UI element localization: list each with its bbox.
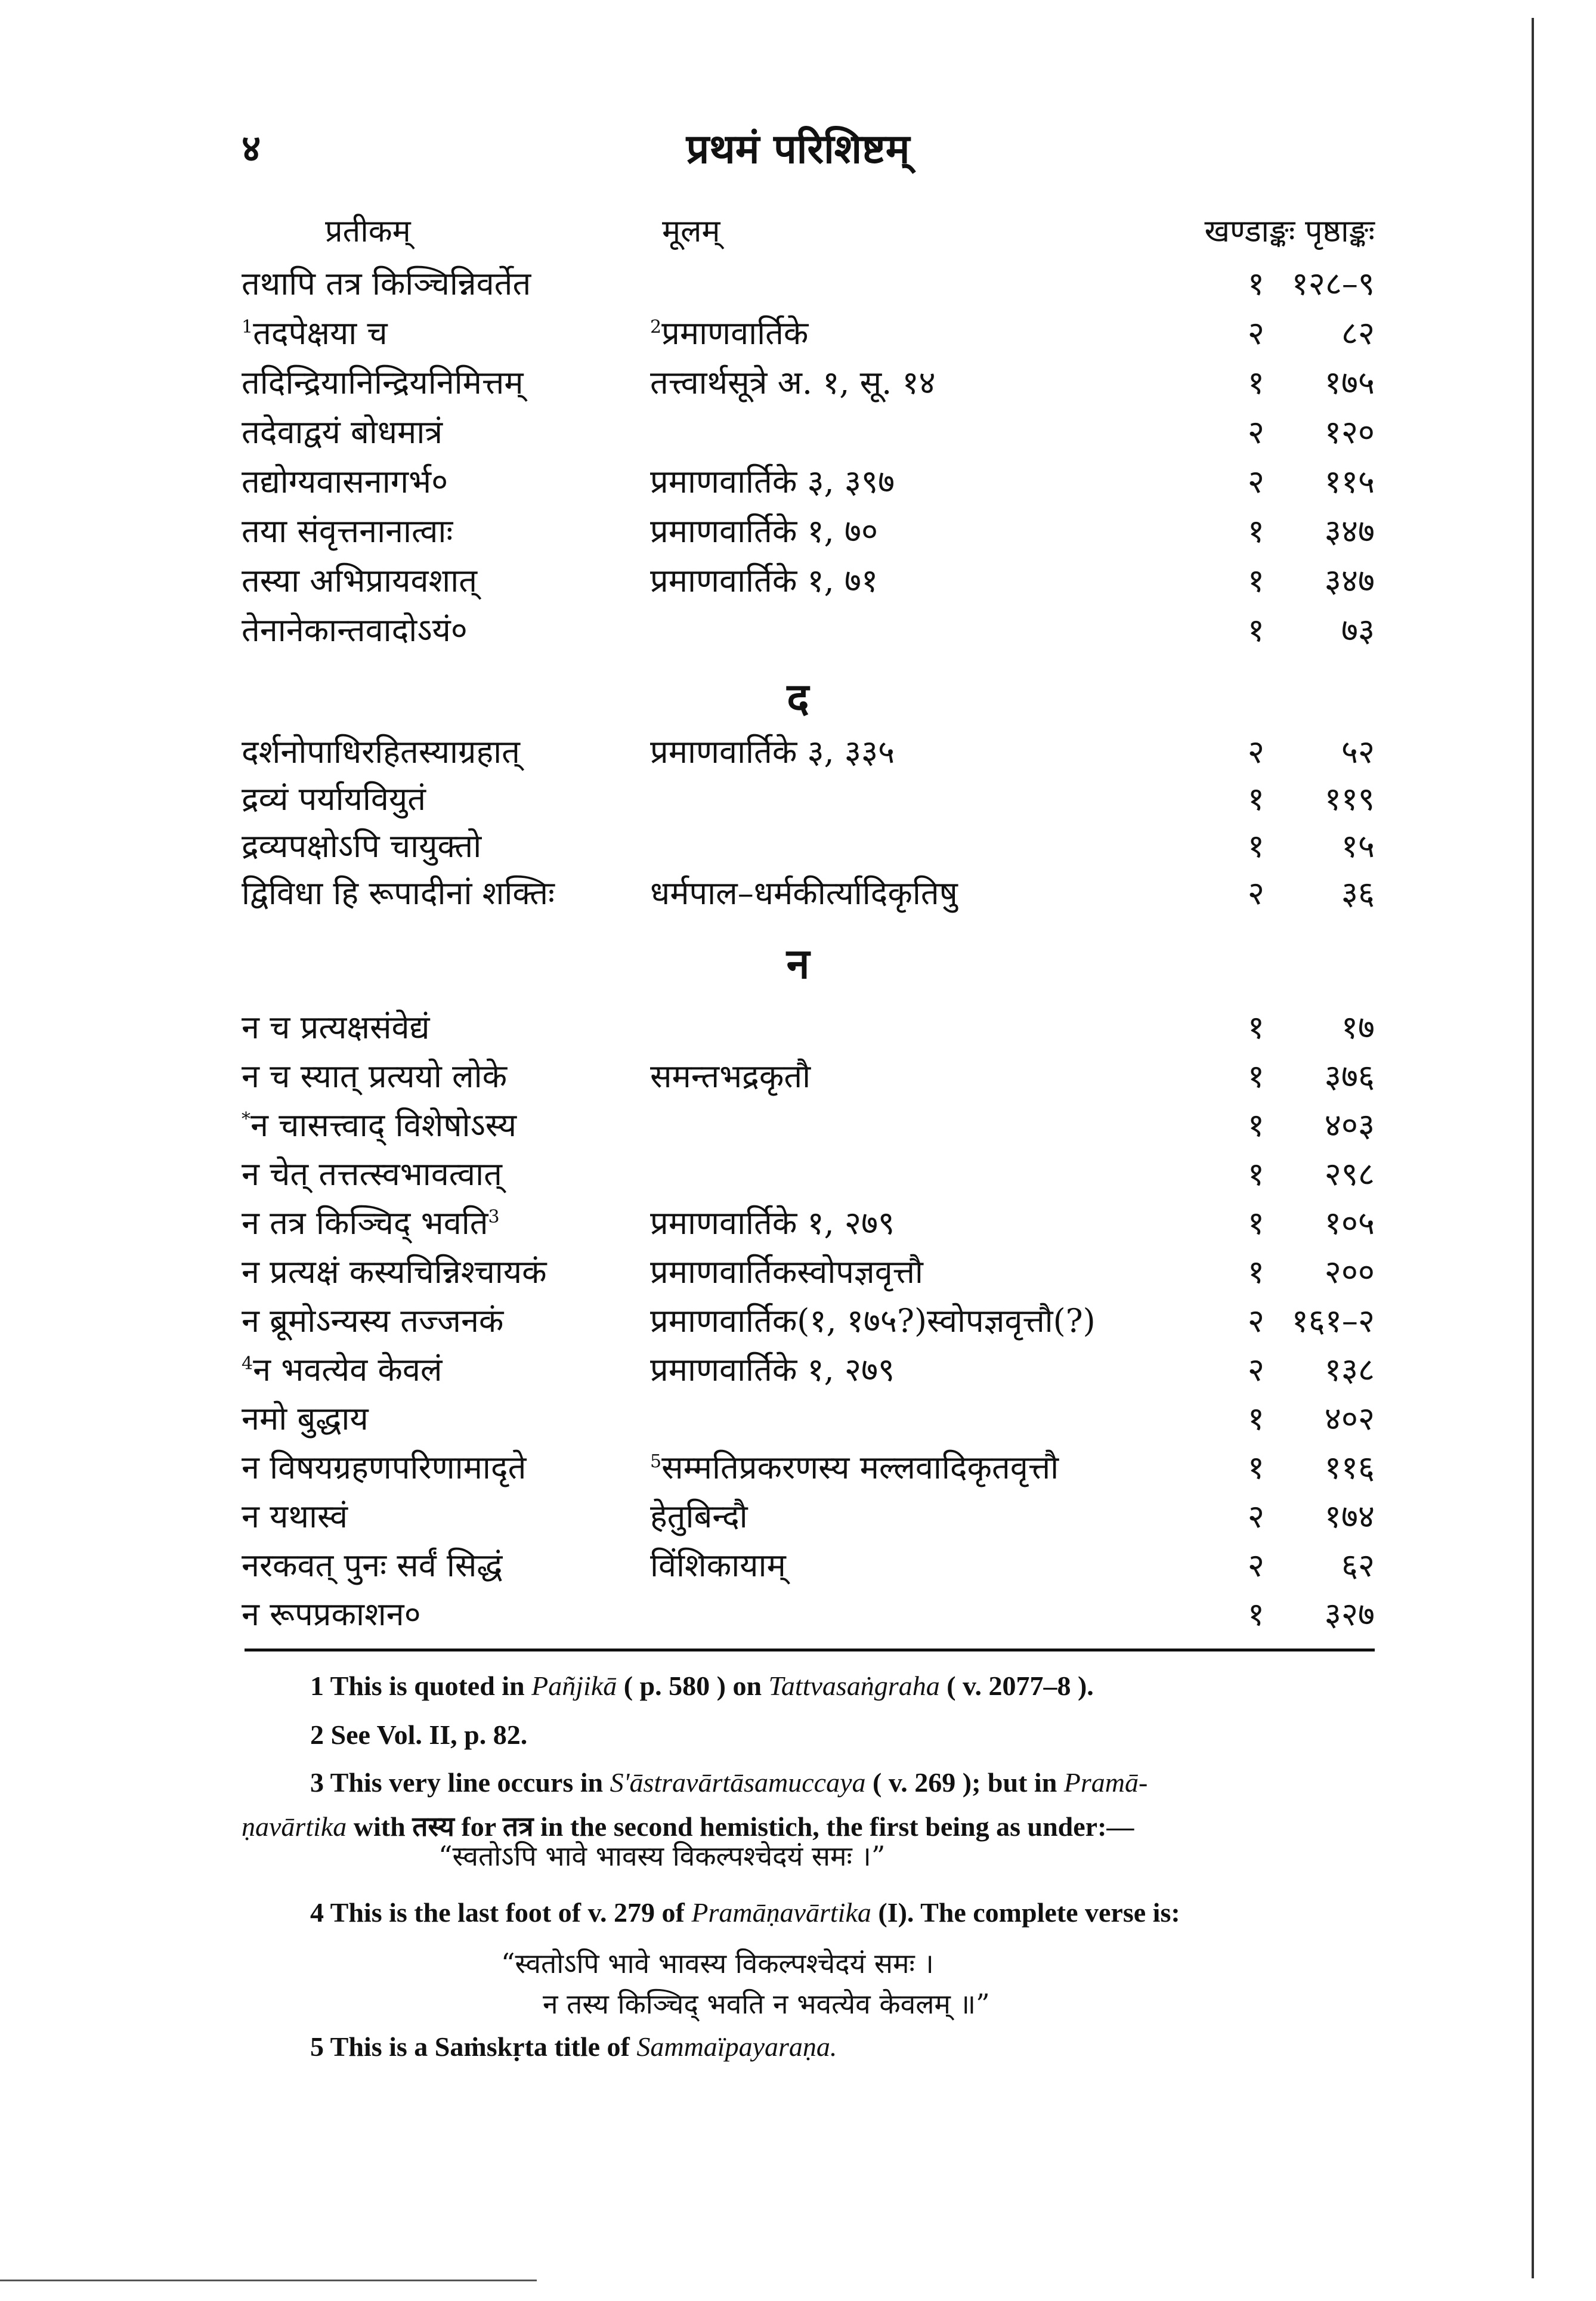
- khanda-cell: २: [1247, 874, 1264, 912]
- pratika-cell: [242, 1590, 421, 1639]
- page-cell: ३७६: [1324, 1057, 1375, 1095]
- mula-text: प्रमाणवार्तिके १, २७९: [650, 1204, 895, 1242]
- pratika-cell: [242, 358, 524, 407]
- index-row: [0, 1052, 1596, 1101]
- page-cell: ३२७: [1324, 1595, 1375, 1633]
- page-cell: ७३: [1341, 611, 1375, 649]
- index-row: [0, 507, 1596, 556]
- footnote-text: 1 This is quoted in: [310, 1671, 532, 1701]
- footnote-marker: 2: [650, 317, 662, 338]
- page-cell: २००: [1324, 1253, 1375, 1291]
- index-row: [0, 1541, 1596, 1590]
- khanda-cell: १: [1247, 1009, 1264, 1046]
- footnote-3-verse: “स्वतोऽपि भावे भावस्य विकल्पश्चेदयं समः ।”: [438, 1840, 886, 1872]
- pratika-text: न चासत्त्वाद् विशेषोऽस्य: [250, 1106, 517, 1144]
- page-cell: ११६: [1324, 1449, 1375, 1486]
- page-cell: ८२: [1341, 314, 1375, 352]
- pratika-cell: [242, 1052, 507, 1101]
- index-row: [0, 869, 1596, 918]
- footnote-text: ( v. 269 ); but in: [865, 1767, 1064, 1798]
- mula-text: प्रमाणवार्तिके १, ७०: [650, 512, 879, 550]
- scan-bottom-line: [0, 2280, 537, 2281]
- column-header-pratika: प्रतीकम्: [325, 214, 411, 249]
- mula-text: प्रमाणवार्तिके ३, ३३५: [650, 733, 895, 771]
- footnote-line: [310, 1767, 1147, 1798]
- index-row: [0, 822, 1596, 871]
- footnote-rule: [245, 1649, 1375, 1651]
- khanda-cell: १: [1247, 1449, 1264, 1486]
- pratika-cell: [242, 1248, 547, 1297]
- pratika-cell: [242, 1443, 526, 1492]
- mula-text: प्रमाणवार्तिके १, २७९: [650, 1351, 895, 1388]
- index-row: [0, 1150, 1596, 1199]
- page-cell: २९८: [1324, 1155, 1375, 1193]
- mula-text: विंशिकायाम्: [650, 1547, 786, 1584]
- page-cell: १६१–२: [1291, 1302, 1375, 1340]
- page-cell: १७५: [1324, 364, 1375, 401]
- khanda-cell: १: [1247, 1057, 1264, 1095]
- pratika-cell: [242, 1394, 369, 1443]
- mula-text: प्रमाणवार्तिके १, ७१: [650, 562, 879, 599]
- page-cell: १७: [1341, 1009, 1375, 1046]
- pratika-cell: [242, 1541, 503, 1590]
- footnote-title-italic: S'āstravārtāsamuccaya: [610, 1767, 866, 1798]
- index-row: [0, 606, 1596, 655]
- footnote-text: 5 This is a Saṁskṛta title of: [310, 2031, 637, 2062]
- pratika-text: न यथास्वं: [242, 1498, 348, 1535]
- index-row: [0, 1199, 1596, 1248]
- khanda-cell: १: [1247, 1595, 1264, 1633]
- pratika-text: तद्योग्यवासनागर्भ०: [242, 463, 449, 500]
- pratika-text: तदेवाद्वयं बोधमात्रं: [242, 413, 443, 451]
- index-row: [0, 1346, 1596, 1394]
- index-row: [0, 1003, 1596, 1052]
- footnote-4-verse-line2: न तस्य किञ्चिद् भवति न भवत्येव केवलम् ॥”: [543, 1988, 990, 2020]
- pratika-text: तदिन्द्रियानिन्द्रियनिमित्तम्: [242, 364, 524, 401]
- pratika-cell: [242, 822, 481, 871]
- khanda-cell: १: [1247, 1204, 1264, 1242]
- column-header-khanda-prishtha: खण्डाङ्कः पृष्ठाङ्कः: [1204, 214, 1375, 249]
- page-cell: १०५: [1324, 1204, 1375, 1242]
- index-row: [0, 1443, 1596, 1492]
- mula-text: धर्मपाल–धर्मकीर्त्यादिकृतिषु: [650, 874, 958, 912]
- footnote-text: ( p. 580 ) on: [617, 1671, 769, 1701]
- pratika-cell: [242, 556, 477, 605]
- index-row: [0, 728, 1596, 777]
- mula-cell: [650, 1297, 1096, 1346]
- footnote-title-italic: Sammaïpayaraṇa.: [636, 2031, 837, 2062]
- mula-cell: [650, 1443, 1059, 1492]
- index-row: [0, 457, 1596, 506]
- page-cell: १५: [1341, 827, 1375, 865]
- index-row: [0, 1297, 1596, 1346]
- khanda-cell: १: [1247, 611, 1264, 649]
- khanda-cell: २: [1247, 1351, 1264, 1388]
- pratika-cell: [242, 1199, 500, 1248]
- footnote-line: [310, 1670, 1094, 1702]
- khanda-cell: २: [1247, 1302, 1264, 1340]
- pratika-cell: [242, 728, 520, 777]
- pratika-text: द्विविधा हि रूपादीनां शक्तिः: [242, 874, 555, 912]
- pratika-text: न रूपप्रकाशन०: [242, 1595, 421, 1633]
- footnote-line: [310, 1719, 527, 1751]
- khanda-cell: १: [1247, 562, 1264, 599]
- footnote-text: (I). The complete verse is:: [871, 1897, 1180, 1928]
- mula-text: प्रमाणवार्तिके: [661, 314, 809, 352]
- mula-text: प्रमाणवार्तिक(१, १७५?)स्वोपज्ञवृत्तौ(?): [650, 1302, 1096, 1340]
- mula-text: प्रमाणवार्तिके ३, ३९७: [650, 463, 895, 500]
- page-cell: ४०२: [1324, 1400, 1375, 1437]
- page-cell: १७४: [1324, 1498, 1375, 1535]
- mula-cell: [650, 1199, 895, 1248]
- khanda-cell: २: [1247, 733, 1264, 771]
- pratika-cell: [242, 1297, 503, 1346]
- khanda-cell: १: [1247, 265, 1264, 302]
- footnote-title-italic: Pramāṇavārtika: [691, 1897, 871, 1928]
- pratika-cell: [242, 1003, 430, 1052]
- pratika-text: न विषयग्रहणपरिणामादृते: [242, 1449, 527, 1486]
- khanda-cell: २: [1247, 1498, 1264, 1535]
- pratika-text: न च स्यात् प्रत्ययो लोके: [242, 1057, 508, 1095]
- pratika-text: द्रव्यपक्षोऽपि चायुक्तो: [242, 827, 482, 865]
- mula-text: समन्तभद्रकृतौ: [650, 1057, 811, 1095]
- pratika-cell: [242, 1101, 516, 1150]
- khanda-cell: १: [1247, 1155, 1264, 1193]
- mula-cell: [650, 1492, 748, 1541]
- footnote-marker: 1: [242, 317, 253, 338]
- index-row: [0, 775, 1596, 824]
- page-cell: ११९: [1324, 780, 1375, 818]
- pratika-text: न ब्रूमोऽन्यस्य तज्जनकं: [242, 1302, 504, 1340]
- index-row: [0, 1101, 1596, 1150]
- section-letter: द: [787, 673, 809, 723]
- column-header-mula: मूलम्: [662, 214, 720, 249]
- footnote-text: with तस्य for तत्र in the second hemistich, the first being as under:—: [347, 1811, 1134, 1842]
- footnote-marker: 3: [488, 1207, 500, 1227]
- index-row: [0, 1590, 1596, 1639]
- pratika-text: न चेत् तत्तत्स्वभावत्वात्: [242, 1155, 502, 1193]
- page-cell: १३८: [1324, 1351, 1375, 1388]
- section-letter: न: [786, 939, 810, 988]
- pratika-cell: [242, 408, 443, 457]
- pratika-text: न तत्र किञ्चिद् भवति: [242, 1204, 488, 1242]
- pratika-cell: [242, 309, 388, 358]
- footnote-marker: *: [242, 1109, 250, 1130]
- pratika-cell: [242, 775, 426, 824]
- pratika-text: न भवत्येव केवलं: [253, 1351, 443, 1388]
- khanda-cell: १: [1247, 512, 1264, 550]
- footnote-title-italic: Tattvasaṅgraha: [768, 1671, 940, 1701]
- mula-text: तत्त्वार्थसूत्रे अ. १, सू. १४: [650, 364, 936, 401]
- pratika-cell: [242, 606, 468, 655]
- khanda-cell: १: [1247, 780, 1264, 818]
- pratika-text: न प्रत्यक्षं कस्यचिन्निश्चायकं: [242, 1253, 547, 1291]
- mula-cell: [650, 1346, 895, 1394]
- mula-cell: [650, 869, 958, 918]
- page-number: ४: [242, 126, 261, 170]
- mula-cell: [650, 556, 878, 605]
- mula-cell: [650, 1052, 811, 1101]
- khanda-cell: १: [1247, 1106, 1264, 1144]
- khanda-cell: २: [1247, 1547, 1264, 1584]
- index-row: [0, 259, 1596, 308]
- pratika-cell: [242, 1346, 443, 1394]
- footnote-text: ( v. 2077–8 ).: [939, 1671, 1094, 1701]
- page-cell: ४०३: [1324, 1106, 1375, 1144]
- mula-cell: [650, 457, 895, 506]
- mula-cell: [650, 1248, 923, 1297]
- khanda-cell: २: [1247, 463, 1264, 500]
- mula-cell: [650, 507, 878, 556]
- pratika-cell: [242, 259, 531, 308]
- mula-cell: [650, 728, 895, 777]
- mula-text: हेतुबिन्दौ: [650, 1498, 748, 1535]
- footnote-title-italic: Pramā-: [1063, 1767, 1148, 1798]
- index-row: [0, 1248, 1596, 1297]
- pratika-text: नरकवत् पुनः सर्वं सिद्धं: [242, 1547, 503, 1584]
- page-cell: ३४७: [1324, 562, 1375, 599]
- footnote-text: 4 This is the last foot of v. 279 of: [310, 1897, 692, 1928]
- index-row: [0, 556, 1596, 605]
- index-row: [0, 1394, 1596, 1443]
- index-row: [0, 1492, 1596, 1541]
- khanda-cell: २: [1247, 413, 1264, 451]
- pratika-text: दर्शनोपाधिरहितस्याग्रहात्: [242, 733, 520, 771]
- pratika-cell: [242, 1150, 502, 1199]
- khanda-cell: २: [1247, 314, 1264, 352]
- page-cell: ११५: [1324, 463, 1375, 500]
- footnote-4-verse-line1: “स्वतोऽपि भावे भावस्य विकल्पश्चेदयं समः ।: [501, 1947, 934, 1980]
- mula-cell: [650, 309, 808, 358]
- pratika-cell: [242, 1492, 348, 1541]
- khanda-cell: १: [1247, 1400, 1264, 1437]
- pratika-text: तेनानेकान्तवादोऽयं०: [242, 611, 468, 649]
- pratika-text: न च प्रत्यक्षसंवेद्यं: [242, 1009, 430, 1046]
- pratika-cell: [242, 457, 448, 506]
- footnote-marker: 5: [650, 1451, 662, 1472]
- pratika-text: द्रव्यं पर्यायवियुतं: [242, 780, 426, 818]
- page-title: प्रथमं परिशिष्टम्: [686, 125, 910, 173]
- page-cell: ३४७: [1324, 512, 1375, 550]
- page-cell: ६२: [1341, 1547, 1375, 1584]
- page-cell: ५२: [1341, 733, 1375, 771]
- index-row: [0, 408, 1596, 457]
- page-cell: १२०: [1324, 413, 1375, 451]
- footnote-text: 2 See Vol. II, p. 82.: [310, 1719, 528, 1750]
- khanda-cell: १: [1247, 1253, 1264, 1291]
- footnote-text: 3 This very line occurs in: [310, 1767, 610, 1798]
- mula-cell: [650, 1541, 786, 1590]
- footnote-marker: 4: [242, 1353, 253, 1374]
- footnote-line: [310, 1897, 1180, 1928]
- mula-text: सम्मतिप्रकरणस्य मल्लवादिकृतवृत्तौ: [661, 1449, 1059, 1486]
- footnote-line: [310, 2031, 837, 2062]
- pratika-text: तस्या अभिप्रायवशात्: [242, 562, 478, 599]
- khanda-cell: १: [1247, 364, 1264, 401]
- pratika-text: तथापि तत्र किञ्चिन्निवर्तेत: [242, 265, 531, 302]
- khanda-cell: १: [1247, 827, 1264, 865]
- page-cell: ३६: [1341, 874, 1375, 912]
- footnote-title-italic: ṇavārtika: [242, 1811, 347, 1842]
- page-cell: १२८–९: [1291, 265, 1375, 302]
- footnote-title-italic: Pañjikā: [531, 1671, 617, 1701]
- mula-cell: [650, 358, 936, 407]
- pratika-text: नमो बुद्धाय: [242, 1400, 369, 1437]
- index-row: [0, 309, 1596, 358]
- pratika-cell: [242, 869, 555, 918]
- index-row: [0, 358, 1596, 407]
- pratika-text: तदपेक्षया च: [253, 314, 388, 352]
- pratika-text: तया संवृत्तनानात्वाः: [242, 512, 453, 550]
- mula-text: प्रमाणवार्तिकस्वोपज्ञवृत्तौ: [650, 1253, 923, 1291]
- pratika-cell: [242, 507, 453, 556]
